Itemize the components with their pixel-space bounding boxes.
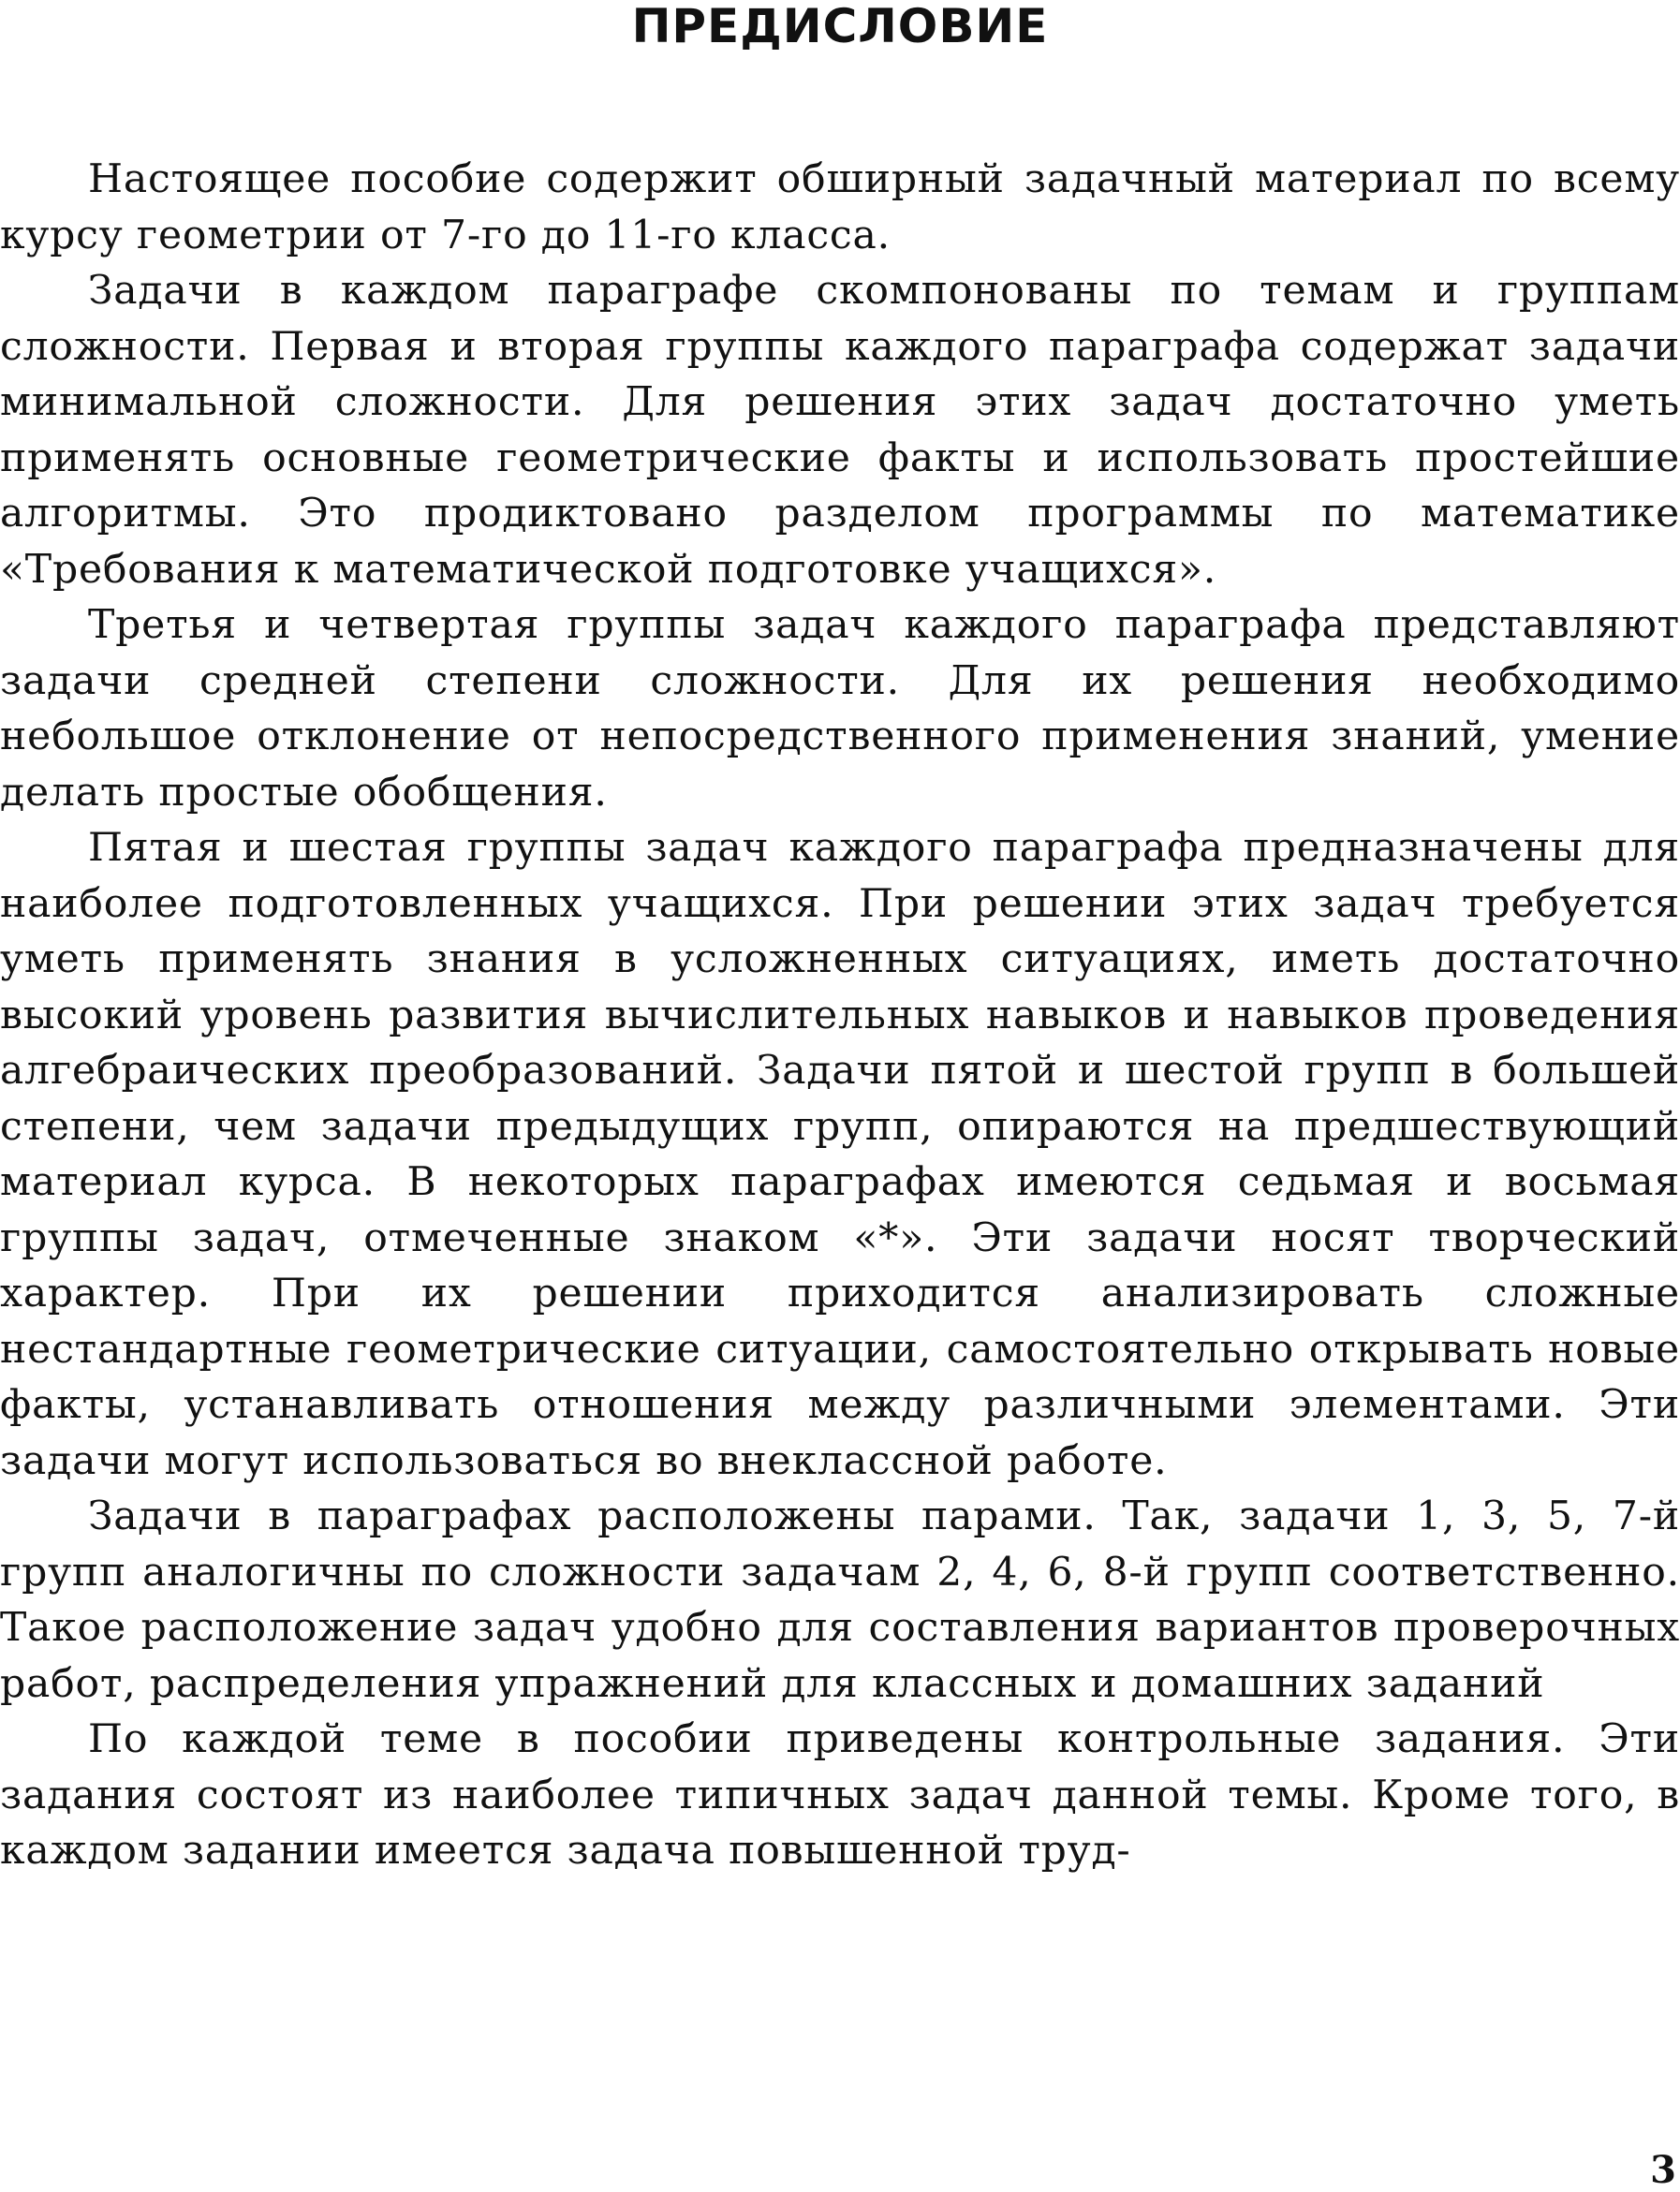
paragraph: По каждой теме в пособии приведены контрольные задания. Эти задания состоят из наиболее типичных задач данной темы. Кроме того, в каждом задании имеется задача повышенной труд- [0,1716,1680,1874]
paragraph: Настоящее пособие содержит обширный задачный материал по всему курсу геометрии от 7-го до 11-го класса. [0,156,1680,258]
paragraph: Пятая и шестая группы задач каждого параграфа предназначены для наиболее подготовленных учащихся. При решении этих задач требуется уметь применять знания в усложненных ситуациях, иметь достаточно высокий уровень развития вычислительных навыков и навыков проведения алгебраических преобразований. Задачи пятой и шестой групп в большей степени, чем задачи предыдущих групп, опираются на предшествующий материал курса. В некоторых параграфах имеются седьмая и восьмая группы задач, отмеченные знаком «*». Эти задачи носят творческий характер. При их решении приходится анализировать сложные нестандартные геометрические ситуации, самостоятельно открывать новые факты, устанавливать отношения между различными элементами. Эти задачи могут использоваться во внеклассной работе. [0,825,1680,1484]
paragraph: Третья и четвертая группы задач каждого параграфа представляют задачи средней степени сложности. Для их решения необходимо небольшое отклонение от непосредственного применения знаний, умение делать простые обобщения. [0,602,1680,816]
page-title: ПРЕДИСЛОВИЕ [631,0,1049,53]
body-text [0,152,1680,1879]
paragraph: Задачи в параграфах расположены парами. Так, задачи 1, 3, 5, 7-й групп аналогичны по сложности задачам 2, 4, 6, 8-й групп соответственно. Такое расположение задач удобно для составления вариантов проверочных работ, распределения упражнений для классных и домашних заданий [0,1493,1680,1707]
paragraph: Задачи в каждом параграфе скомпонованы по темам и группам сложности. Первая и вторая группы каждого параграфа содержат задачи минимальной сложности. Для решения этих задач достаточно уметь применять основные геометрические факты и использовать простейшие алгоритмы. Это продиктовано разделом программы по математике «Требования к математической подготовке учащихся». [0,268,1680,593]
page-number: 3 [1650,2148,1676,2192]
